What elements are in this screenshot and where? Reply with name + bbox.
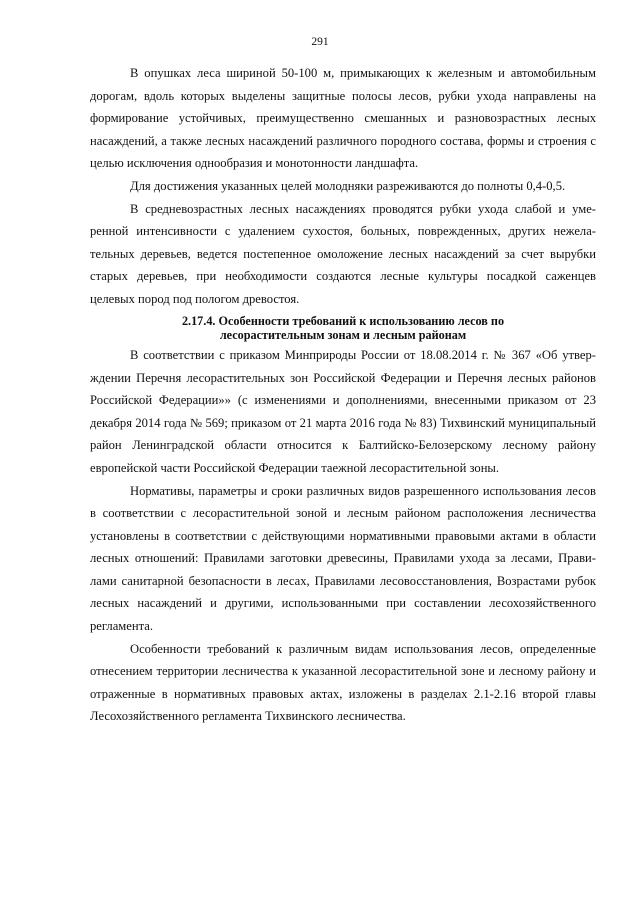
page-body xyxy=(90,62,596,728)
paragraph-norms-parameters: Нормативы, параметры и сроки различных видов разрешенного использования лесов в соответствии с лесорастительной зоной и лесным районом расположения лесничества установлены в соответствии с действующими нормативными правовыми актами в области лесных отношений: Правилами заготовки древесины, Правилами ухода за лесами, Правилами санитарной безопасности в лесах, Правилами лесовосстановления, Возрастами рубок лесных насаждений и другими, использованными при составлении лесохозяйственного регламента. xyxy=(90,483,596,634)
section-heading-line-2: лесорастительным зонам и лесным районам xyxy=(219,327,467,342)
paragraph-middle-aged-stands: В средневозрастных лесных насаждениях проводятся рубки ухода слабой и умеренной интенсивности с удалением сухостоя, больных, поврежденных, других нежелательных деревьев, ведется постепенное омоложение лесных насаждений за счет вырубки старых деревьев, при необходимости создаются лесные культуры посадкой саженцев целевых пород под пологом древостоя. xyxy=(90,201,596,306)
paragraph-order-reference: В соответствии с приказом Минприроды России от 18.08.2014 г. № 367 «Об утверждении Перечня лесорастительных зон Российской Федерации и Перечня лесных районов Российской Федерации»» (с изменениями и дополнениями, внесенными приказом от 23 декабря 2014 года № 569; приказом от 21 марта 2016 года № 83) Тихвинский муниципальный район Ленинградской области относится к Балтийско-Белозерскому лесному району европейской части Российской Федерации таежной лесорастительной зоны. xyxy=(90,347,596,475)
paragraph-requirements-summary: Особенности требований к различным видам использования лесов, определенные отнесением территории лесничества к указанной лесорастительной зоне и лесному району и отраженные в нормативных правовых актах, изложены в разделах 2.1-2.16 второй главы Лесохозяйственного регламента Тихвинского лесничества. xyxy=(90,641,596,724)
paragraph-young-stands-thinning: Для достижения указанных целей молодняки разреживаются до полноты 0,4-0,5. xyxy=(130,178,566,193)
page-number: 291 xyxy=(311,36,329,48)
paragraph-forest-edges: В опушках леса шириной 50-100 м, примыкающих к железным и автомобильным дорогам, вдоль которых выделены защитные полосы лесов, рубки ухода направлены на формирование устойчивых, преимущественно смешанных и разновозрастных лесных насаждений, а также лесных насаждений различного породного состава, формы и строения с целью исключения однообразия и монотонности ландшафта. xyxy=(90,66,596,171)
section-heading xyxy=(90,314,596,342)
section-heading-line-1: 2.17.4. Особенности требований к использованию лесов по xyxy=(181,313,505,328)
